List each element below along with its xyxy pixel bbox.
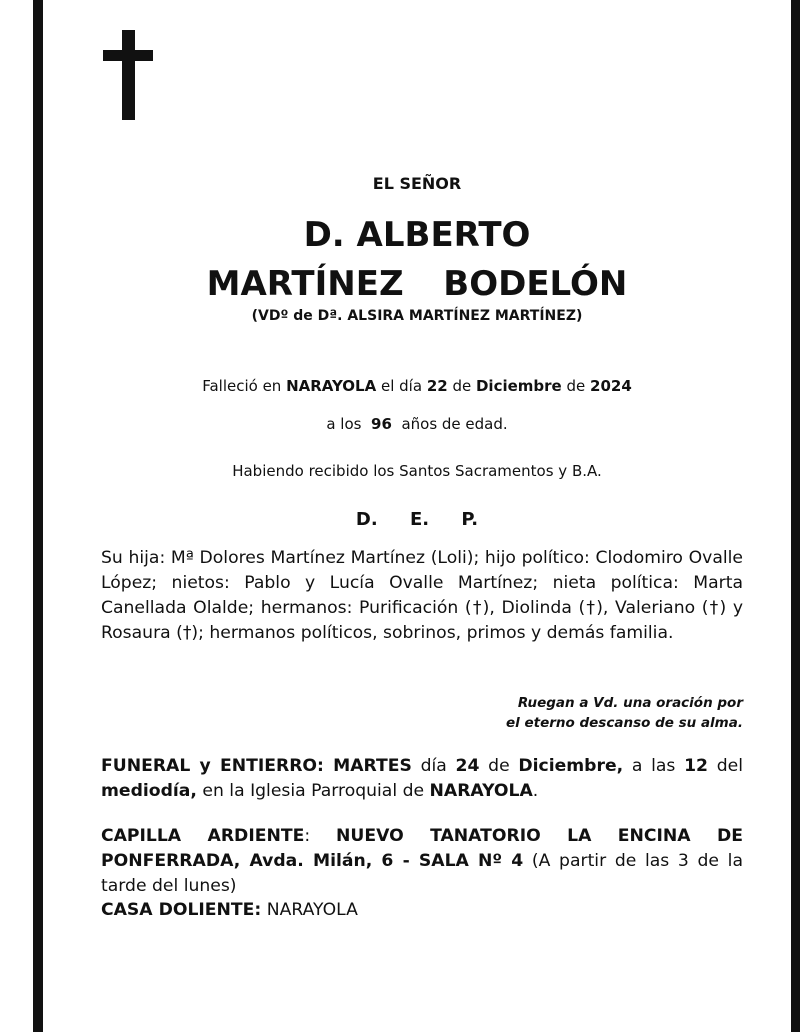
funeral-paragraph: FUNERAL y ENTIERRO: MARTES día 24 de Diciembre, a las 12 del mediodía, en la Iglesia Parroquial de NARAYOLA. [101, 756, 743, 801]
widow-of-line: (VDº de Dª. ALSIRA MARTÍNEZ MARTÍNEZ) [251, 308, 583, 324]
dep-letter: P. [461, 509, 479, 530]
death-line: Falleció en NARAYOLA el día 22 de Diciembre de 2024 [202, 377, 632, 395]
family-paragraph: Su hija: Mª Dolores Martínez Martínez (Loli); hijo político: Clodomiro Ovalle López; nietos: Pablo y Lucía Ovalle Martínez; nieta política: Marta Canellada Olalde; hermanos: Purificación (†), Diolinda (†), Valeriano (†) y Rosaura (†); hermanos políticos, sobrinos, primos y demás familia. [101, 548, 743, 643]
sacraments-line: Habiendo recibido los Santos Sacramentos y B.A. [232, 462, 602, 480]
name-line-2: MARTÍNEZ BODELÓN [206, 264, 628, 304]
dep-letter: E. [409, 509, 430, 530]
right-border [791, 0, 800, 1032]
age-line: a los 96 años de edad. [326, 415, 508, 433]
cross-icon [103, 30, 153, 120]
prayer-line-2: el eterno descanso de su alma. [506, 715, 743, 731]
title-label: EL SEÑOR [372, 174, 462, 193]
chapel-paragraph: CAPILLA ARDIENTE: NUEVO TANATORIO LA ENCINA DE PONFERRADA, Avda. Milán, 6 - SALA Nº 4 (A partir de las 3 de la tarde del lunes) [101, 826, 744, 896]
prayer-line-1: Ruegan a Vd. una oración por [517, 695, 743, 711]
name-line-1: D. ALBERTO [303, 215, 531, 255]
dep-letter: D. [355, 509, 378, 530]
left-border [33, 0, 43, 1032]
house-paragraph: CASA DOLIENTE: NARAYOLA [101, 900, 358, 920]
prayer-request [430, 693, 743, 733]
dep-line [43, 509, 791, 530]
